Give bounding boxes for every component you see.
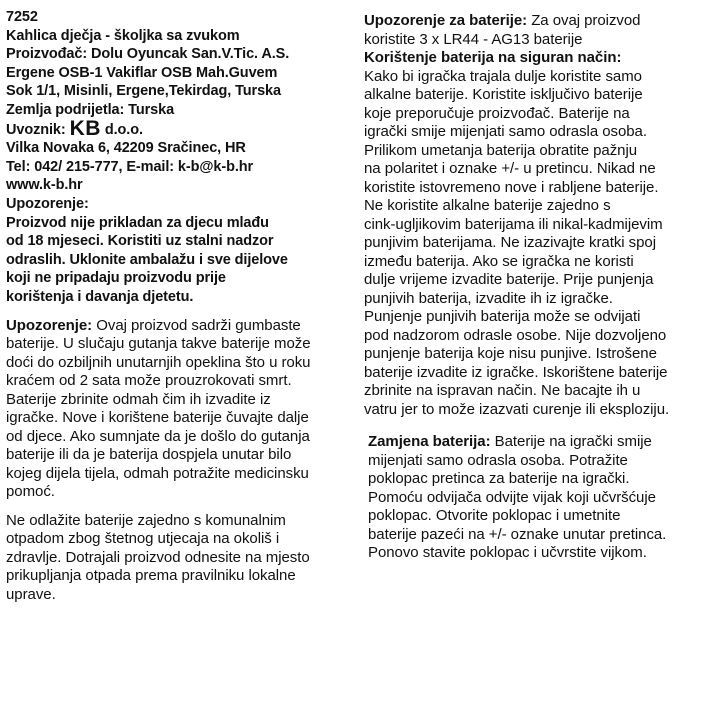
- button-battery-warning-line: od djece. Ako sumnjate da je došlo do gutanja: [6, 427, 310, 445]
- importer-contact: Tel: 042/ 215-777, E-mail: k-b@k-b.hr: [6, 158, 254, 175]
- product-name: Kahlica dječja - školjka sa zvukom: [6, 27, 240, 44]
- battery-type-lead: Upozorenje za baterije:: [364, 12, 528, 29]
- importer-line: [6, 116, 358, 140]
- safe-use-line: punjivih baterija, izvadite ih iz igračke.: [364, 289, 613, 307]
- button-battery-warning-line: igračke. Nove i korištene baterije čuvajte dalje: [6, 409, 309, 426]
- general-warning-line: od 18 mjeseci. Koristiti uz stalni nadzor: [6, 233, 274, 250]
- replacement-line: [368, 433, 716, 452]
- safe-use-line: između baterija. Ako se igračka ne koristi: [364, 252, 634, 270]
- right-column: [364, 0, 716, 563]
- safe-use-line: alkalne baterije. Koristite isključivo baterije: [364, 86, 643, 103]
- general-warning-line: korištenja i davanja djetetu.: [6, 288, 194, 305]
- safe-use-line: Prilikom umetanja baterija obratite pažnju: [364, 141, 638, 159]
- importer-website: www.k-b.hr: [6, 177, 83, 194]
- button-battery-warning-first: Ovaj proizvod sadrži gumbaste: [96, 316, 301, 334]
- disposal-line: prikupljanja otpada prema pravilniku lokalne: [6, 567, 296, 584]
- left-column: [6, 0, 358, 604]
- button-battery-warning-line: baterije ili da je baterija dospjela unutar bilo: [6, 446, 292, 463]
- replacement-lead: Zamjena baterija:: [368, 433, 491, 450]
- producer-line-3: Sok 1/1, Misinli, Ergene,Tekirdag, Turska: [6, 83, 281, 100]
- button-battery-warning-line: [6, 317, 358, 336]
- safe-use-line: dulje vrijeme izvadite baterije. Prije punjenja: [364, 271, 654, 288]
- importer-name: d.o.o.: [104, 121, 143, 138]
- button-battery-warning-line: baterije. U slučaju gutanja takve baterije može: [6, 335, 311, 352]
- importer-address: Vilka Novaka 6, 42209 Sračinec, HR: [6, 140, 246, 157]
- battery-type-line: [364, 12, 716, 31]
- button-battery-warning-line: kraćem od 2 sata može prouzrokovati smrt.: [6, 372, 292, 389]
- safe-use-line: zbrinite na ispravan način. Ne bacajte ih u: [364, 382, 641, 399]
- producer-line-1: [6, 45, 358, 64]
- safe-use-line: cink-ugljikovim baterijama ili nikal-kadmijevim: [364, 215, 663, 233]
- button-battery-warning-line: Baterije zbrinite odmah čim ih izvadite iz: [6, 390, 271, 408]
- battery-type-warning: [364, 12, 716, 49]
- safe-use-line: vatru jer to može izazvati curenje ili eksploziju.: [364, 400, 670, 418]
- button-battery-warning-line: kojeg dijela tijela, odmah potražite medicinsku: [6, 464, 309, 482]
- disposal-notice: [6, 512, 358, 605]
- safe-use-line: koristite istovremeno nove i rabljene baterije.: [364, 178, 659, 196]
- general-warning-title: Upozorenje:: [6, 195, 89, 212]
- producer-name: Dolu Oyuncak San.V.Tic. A.S.: [91, 46, 290, 63]
- disposal-line: uprave.: [6, 585, 56, 603]
- button-battery-warning-line: pomoć.: [6, 483, 55, 500]
- general-warning-line: koji ne pripadaju proizvodu prije: [6, 270, 226, 287]
- producer-line-2: Ergene OSB-1 Vakiflar OSB Mah.Guvem: [6, 64, 278, 81]
- battery-replacement-section: [364, 433, 716, 563]
- battery-type-first: Za ovaj proizvod: [531, 12, 641, 29]
- replacement-line: poklopac. Otvorite poklopac i umetnite: [368, 507, 621, 524]
- importer-label: Uvoznik:: [6, 121, 66, 138]
- safe-use-line: igrački smije mijenjati samo odrasla osoba.: [364, 123, 647, 140]
- button-battery-warning-line: doći do ozbiljnih unutarnjih opeklina što u roku: [6, 353, 311, 371]
- disposal-line: otpadom zbog štetnog utjecaja na okoliš i: [6, 530, 280, 547]
- replacement-line: poklopac pretinca za baterije na igrački.: [368, 470, 630, 487]
- safe-use-title: Korištenje baterija na siguran način:: [364, 49, 622, 66]
- safe-use-line: Punjenje punjivih baterija može se odvijati: [364, 308, 641, 325]
- replacement-line: baterije pazeći na +/- oznake unutar pretinca.: [368, 525, 667, 543]
- replacement-line: mijenjati samo odrasla osoba. Potražite: [368, 451, 628, 469]
- safe-use-line: baterije izvadite iz igračke. Iskorištene baterije: [364, 363, 668, 381]
- button-battery-warning: [6, 317, 358, 502]
- button-battery-warning-lead: Upozorenje:: [6, 316, 93, 334]
- general-warning-body: [6, 214, 358, 307]
- safe-use-line: pod nadzorom odrasle osobe. Nije dozvoljeno: [364, 326, 667, 344]
- safe-use-line: punjivim baterijama. Ne izazivajte kratki spoj: [364, 234, 656, 251]
- safe-use-line: Kako bi igračka trajala dulje koristite samo: [364, 67, 642, 85]
- disposal-line: zdravlje. Dotrajali proizvod odnesite na mjesto: [6, 548, 310, 566]
- product-code: 7252: [6, 9, 38, 25]
- general-warning-line: odraslih. Uklonite ambalažu i sve dijelove: [6, 251, 288, 268]
- safe-use-section: [364, 49, 716, 419]
- disposal-line: Ne odlažite baterije zajedno s komunalnim: [6, 511, 286, 529]
- general-warning-line: Proizvod nije prikladan za djecu mlađu: [6, 214, 269, 231]
- battery-type-spec: koristite 3 x LR44 - AG13 baterije: [364, 30, 583, 48]
- replacement-first: Baterije na igrački smije: [494, 433, 652, 450]
- country-of-origin: Zemlja podrijetla: Turska: [6, 101, 175, 118]
- importer-brand-logo: KB: [69, 116, 101, 140]
- replacement-line: Pomoću odvijača odvijte vijak koji učvršćuje: [368, 488, 656, 506]
- safe-use-line: na polaritet i oznake +/- u pretincu. Nikad ne: [364, 160, 656, 177]
- safe-use-line: koje preporučuje proizvođač. Baterije na: [364, 104, 630, 122]
- safe-use-line: punjenje baterija koje nisu punjive. Istrošene: [364, 345, 657, 362]
- replacement-line: Ponovo stavite poklopac i učvrstite vijkom.: [368, 544, 647, 561]
- safe-use-line: Ne koristite alkalne baterije zajedno s: [364, 197, 611, 214]
- producer-label: Proizvođač:: [6, 46, 88, 63]
